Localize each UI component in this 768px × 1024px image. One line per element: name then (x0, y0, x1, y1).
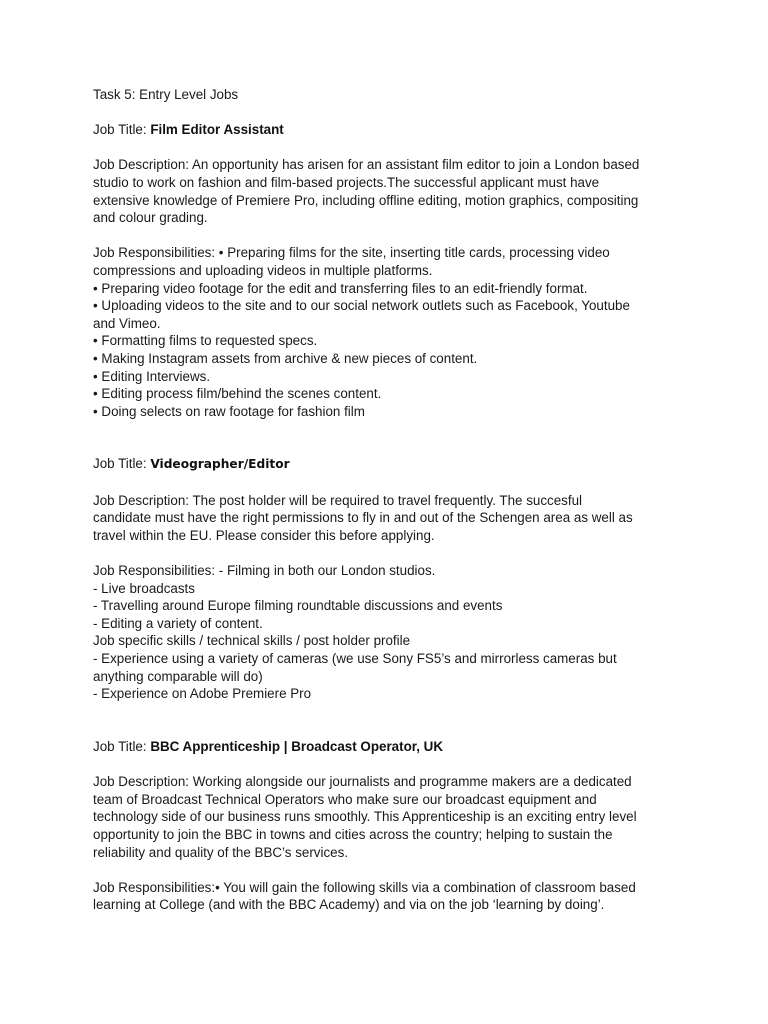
text-line: candidate must have the right permissions to fly in and out of the Schengen area as well as (93, 510, 633, 526)
job-responsibilities (93, 244, 683, 420)
text-line: Job specific skills / technical skills / post holder profile (93, 633, 411, 649)
text-line: • Editing process film/behind the scenes content. (93, 386, 382, 402)
job-section-videographer-editor (93, 455, 683, 702)
text-line: • Making Instagram assets from archive & new pieces of content. (93, 350, 478, 366)
job-description (93, 773, 683, 861)
text-line: • Formatting films to requested specs. (93, 333, 318, 349)
job-title: Videographer/Editor (150, 457, 290, 472)
text-line: technology side of our business runs smoothly. This Apprenticeship is an exciting entry level (93, 809, 637, 825)
job-title-line (93, 121, 683, 139)
job-title: BBC Apprenticeship | Broadcast Operator, UK (150, 738, 444, 754)
text-line: - Live broadcasts (93, 580, 195, 596)
text-line: studio to work on fashion and film-based projects.The successful applicant must have (93, 174, 600, 190)
job-section-bbc-apprenticeship (93, 738, 683, 914)
text-line: and colour grading. (93, 210, 208, 226)
job-description (93, 492, 683, 545)
job-title-label: Job Title: (93, 456, 151, 472)
text-line: reliability and quality of the BBC’s services. (93, 844, 349, 860)
text-line: • Doing selects on raw footage for fashion film (93, 403, 365, 419)
text-line: team of Broadcast Technical Operators who make sure our broadcast equipment and (93, 791, 597, 807)
text-line: Job Responsibilities: • Preparing films for the site, inserting title cards, processing video (93, 245, 610, 261)
job-description (93, 156, 683, 226)
document-page (93, 86, 683, 914)
text-line: Job Description: Working alongside our journalists and programme makers are a dedicated (93, 774, 632, 790)
text-line: • Editing Interviews. (93, 368, 211, 384)
text-line: - Travelling around Europe filming roundtable discussions and events (93, 598, 503, 614)
text-line: learning at College (and with the BBC Academy) and via on the job ‘learning by doing’. (93, 897, 605, 913)
text-line: Job Responsibilities:• You will gain the following skills via a combination of classroom based (93, 879, 636, 895)
text-line: compressions and uploading videos in multiple platforms. (93, 262, 433, 278)
text-line: - Editing a variety of content. (93, 615, 263, 631)
job-title-line (93, 455, 683, 474)
text-line: Job Description: The post holder will be required to travel frequently. The succesful (93, 492, 583, 508)
text-line: extensive knowledge of Premiere Pro, including offline editing, motion graphics, compositing (93, 192, 639, 208)
text-line: and Vimeo. (93, 315, 161, 331)
job-title: Film Editor Assistant (150, 122, 284, 138)
job-section-film-editor-assistant (93, 121, 683, 420)
text-line: - Experience using a variety of cameras (we use Sony FS5’s and mirrorless cameras but (93, 651, 617, 666)
text-line: Job Responsibilities: - Filming in both our London studios. (93, 563, 436, 579)
text-line: anything comparable will do) (93, 668, 263, 684)
job-responsibilities (93, 879, 683, 914)
job-responsibilities (93, 562, 683, 703)
text-line: Job Description: An opportunity has arisen for an assistant film editor to join a London based (93, 157, 640, 173)
text-line: opportunity to join the BBC in towns and cities across the country; helping to sustain the (93, 826, 613, 842)
document-heading: Task 5: Entry Level Jobs (93, 87, 239, 102)
text-line: • Preparing video footage for the edit and transferring files to an edit-friendly format. (93, 280, 588, 296)
job-title-label: Job Title: (93, 122, 151, 138)
job-title-label: Job Title: (93, 738, 151, 754)
job-title-line (93, 738, 683, 756)
text-line: travel within the EU. Please consider this before applying. (93, 527, 435, 543)
text-line: • Uploading videos to the site and to our social network outlets such as Facebook, Youtube (93, 298, 630, 314)
text-line: - Experience on Adobe Premiere Pro (93, 686, 312, 702)
